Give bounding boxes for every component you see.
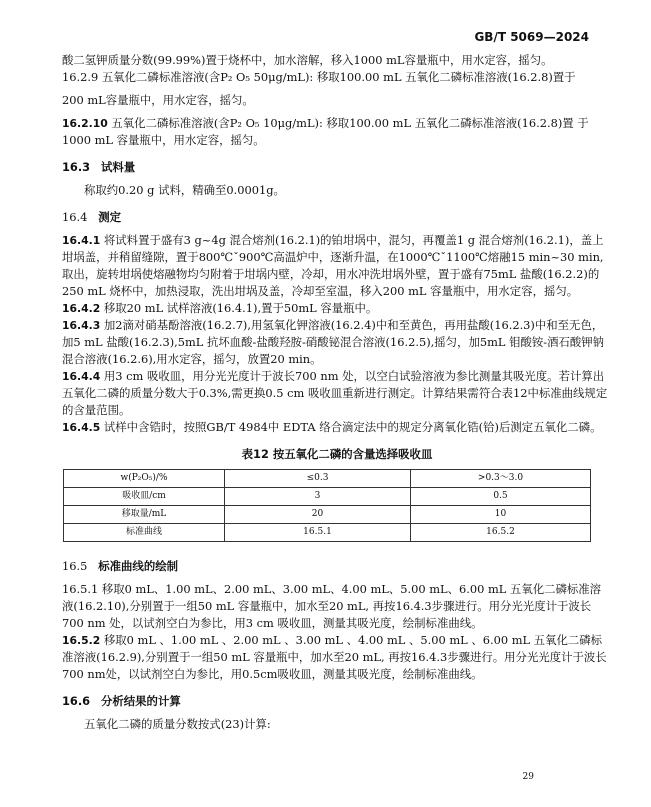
heading-number: 16.3 bbox=[62, 160, 91, 174]
heading-16-6 bbox=[62, 693, 612, 710]
paragraph-16-4-5 bbox=[62, 419, 612, 436]
clause-text: 五氧化二磷标准溶液(含P₂ O₅ 50μg/mL): 移取100.00 mL 五氧化二磷标准溶液(16.2.8)置于 bbox=[101, 70, 576, 84]
clause-text: 移取0 mL 、1.00 mL 、2.00 mL 、3.00 mL 、4.00 mL 、5.00 mL 、6.00 mL 五氧化二磷标准溶液(16.2.9),分别置于一组50 mL 容量瓶中，加水至20 mL, 再按16.4.3步骤进行。用分光光度计于波长700 nm处，以试剂空白为参比，用0.5cm吸收皿，测量其吸光度，绘制标准曲线。 bbox=[62, 633, 607, 681]
table-cell: 3 bbox=[225, 488, 411, 506]
table-cell: 移取量/mL bbox=[64, 506, 225, 524]
cuvette-selection-table bbox=[63, 469, 591, 542]
table-cell: 0.5 bbox=[411, 488, 591, 506]
clause-text: 移取0 mL、1.00 mL、2.00 mL、3.00 mL、4.00 mL、5.00 mL、6.00 mL 五氧化二磷标准溶液(16.2.10),分别置于一组50 mL 容量瓶中，加水至20 mL, 再按16.4.3步骤进行。用分光光度计于波长700 nm 处，以试剂空白为参比，用3 cm 吸收皿，测量其吸光度，绘制标准曲线。 bbox=[62, 582, 602, 630]
paragraph-16-5-1 bbox=[62, 581, 612, 632]
paragraph-16-6: 五氧化二磷的质量分数按式(23)计算: bbox=[84, 717, 271, 731]
clause-number: 16.2.9 bbox=[62, 70, 99, 84]
table-cell: 16.5.2 bbox=[411, 524, 591, 542]
table-row bbox=[64, 506, 591, 524]
heading-16-5 bbox=[62, 558, 612, 575]
clause-number: 16.4.5 bbox=[62, 421, 101, 434]
table-row bbox=[64, 488, 591, 506]
heading-number: 16.4 bbox=[62, 210, 88, 224]
clause-number: 16.4.4 bbox=[62, 370, 101, 383]
paragraph-16-5-2 bbox=[62, 632, 612, 683]
page-number: 29 bbox=[522, 772, 534, 782]
paragraph-16-4-2 bbox=[62, 300, 612, 317]
clause-number: 16.4.2 bbox=[62, 302, 101, 315]
heading-16-4 bbox=[62, 209, 612, 226]
clause-number: 16.4.3 bbox=[62, 319, 101, 332]
clause-number: 16.5.1 bbox=[62, 582, 99, 596]
paragraph-16-2-10 bbox=[62, 115, 612, 149]
clause-text: 移取20 mL 试样溶液(16.4.1),置于50mL 容量瓶中。 bbox=[103, 301, 378, 315]
table-row bbox=[64, 470, 591, 488]
clause-text: 用3 cm 吸收皿，用分光光度计于波长700 nm 处，以空白试验溶液为参比测量其吸光度。若计算出五氧化二磷的质量分数大于0.3%,需更换0.5 cm 吸收皿重新进行测定。计算结果需符合表12中标准曲线规定的含量范围。 bbox=[62, 369, 608, 417]
paragraph-16-4-1 bbox=[62, 232, 612, 300]
heading-number: 16.6 bbox=[62, 694, 91, 708]
table-cell: 20 bbox=[225, 506, 411, 524]
standard-number: GB/T 5069—2024 bbox=[474, 30, 589, 44]
paragraph-continued: 酸二氢钾质量分数(99.99%)置于烧杯中，加水溶解，移入1000 mL容量瓶中，用水定容，摇匀。 bbox=[62, 53, 553, 67]
clause-text: 试样中含锆时，按照GB/T 4984中 EDTA 络合滴定法中的规定分离氧化锆(铪)后测定五氧化二磷。 bbox=[103, 420, 602, 434]
table-row bbox=[64, 524, 591, 542]
heading-text: 测定 bbox=[98, 210, 122, 224]
heading-text: 试料量 bbox=[100, 160, 136, 174]
table-cell: ≤0.3 bbox=[225, 470, 411, 488]
table-cell: 10 bbox=[411, 506, 591, 524]
table-cell: w(P₂O₅)/% bbox=[64, 470, 225, 488]
paragraph-16-4-3 bbox=[62, 317, 612, 368]
clause-number: 16.5.2 bbox=[62, 634, 101, 647]
page-content bbox=[62, 52, 612, 733]
clause-number: 16.2.10 bbox=[62, 117, 108, 130]
clause-text: 加2滴对硝基酚溶液(16.2.7),用氢氧化钾溶液(16.2.4)中和至黄色，再用盐酸(16.2.3)中和至无色，加5 mL 盐酸(16.2.3),5mL 抗坏血酸-盐酸羟胺-硝酸铋混合溶液(16.2.5),摇匀，加5mL 钼酸铵-酒石酸钾钠混合溶液(16.2.6),用水定容，摇匀，放置20 min。 bbox=[62, 318, 605, 366]
clause-text: 五氧化二磷标准溶液(含P₂ O₅ 10μg/mL): 移取100.00 mL 五氧化二磷标准溶液(16.2.8)置 于1000 mL 容量瓶中，用水定容，摇匀。 bbox=[62, 116, 589, 147]
table-title: 表12 按五氧化二磷的含量选择吸收皿 bbox=[241, 447, 433, 461]
clause-text: 将试料置于盛有3 g~4g 混合熔剂(16.2.1)的铂坩埚中，混匀，再覆盖1 g 混合熔剂(16.2.1)，盖上坩埚盖，并稍留缝隙，置于800℃ˇ900℃高温炉中，逐渐升温，在1000℃ˇ1100℃熔融15 min~30 min,取出，旋转坩埚使熔融物均匀附着于坩埚内壁，冷却，用水冲洗坩埚外壁，置于盛有75mL 盐酸(16.2.2)的250 mL 烧杯中，加热浸取，洗出坩埚及盖，冷却至室温，移入200 mL 容量瓶中，用水定容，摇匀。 bbox=[62, 233, 604, 298]
paragraph-16-3: 称取约0.20 g 试料，精确至0.0001g。 bbox=[84, 183, 285, 197]
paragraph-16-2-9-cont: 200 mL容量瓶中，用水定容，摇匀。 bbox=[62, 93, 254, 107]
table-cell: 标准曲线 bbox=[64, 524, 225, 542]
heading-text: 分析结果的计算 bbox=[100, 694, 181, 708]
heading-16-3 bbox=[62, 159, 612, 176]
clause-number: 16.4.1 bbox=[62, 234, 101, 247]
table-cell: 16.5.1 bbox=[225, 524, 411, 542]
table-cell: >0.3～3.0 bbox=[411, 470, 591, 488]
heading-number: 16.5 bbox=[62, 559, 88, 573]
heading-text: 标准曲线的绘制 bbox=[98, 559, 178, 573]
table-cell: 吸收皿/cm bbox=[64, 488, 225, 506]
paragraph-16-2-9 bbox=[62, 69, 612, 86]
paragraph-16-4-4 bbox=[62, 368, 612, 419]
